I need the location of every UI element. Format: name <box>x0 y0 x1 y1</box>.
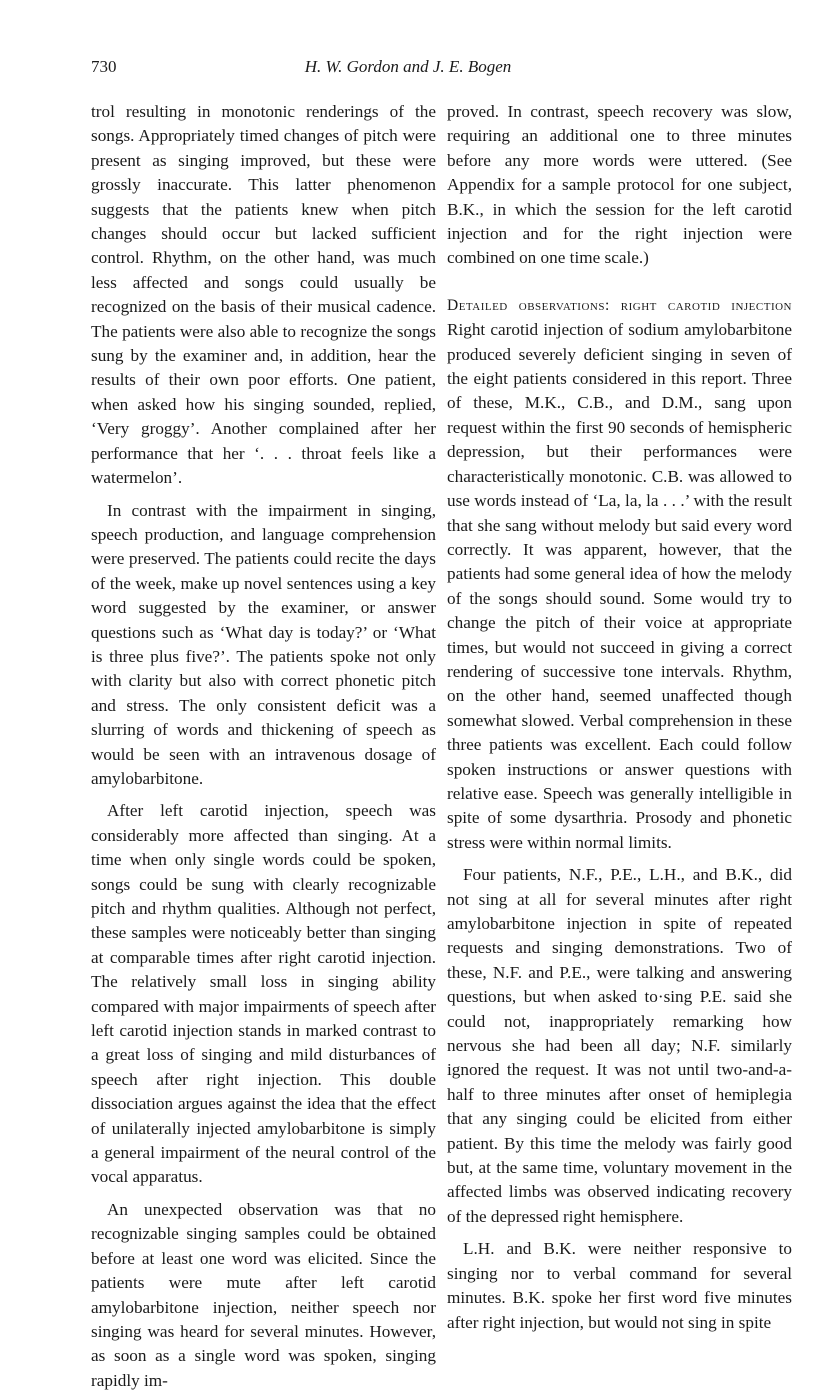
paragraph-text: Right carotid injection of sodium amylobarbitone produced severely deficient singing in seven of the eight patients considered in this report. Three of these, M.K., C.B., and D.M., sang upon request within the first 90 seconds of hemispheric depression, but their performances were characteristically monotonic. C.B. was allowed to use words instead of ‘La, la, la . . .’ with the result that she sang without melody but said every word correctly. It was apparent, however, that the patients had some general idea of how the melody of the songs should sound. Some would try to change the pitch of their voice at appropriate times, but would not succeed in giving a correct rendering of successive tone intervals. Rhythm, on the other hand, seemed unaffected though somewhat slowed. Verbal comprehension in these three patients was excellent. Each could follow spoken instructions or answer questions with relative ease. Speech was generally intelligible in spite of some dysarthria. Prosody and phonetic stress were within normal limits. <box>447 320 792 852</box>
paragraph: Four patients, N.F., P.E., L.H., and B.K., did not sing at all for several minutes after right amylobarbitone injection in spite of repeated requests and singing demonstrations. Two of these, N.F. and P.E., were talking and answering questions, but when asked to·sing P.E. said she could not, inappropriately remarking how nervous she had been all day; N.F. similarly ignored the request. It was not until two-and-a-half to three minutes after onset of hemiplegia that any singing could be elicited from either patient. By this time the melody was fairly good but, at the same time, voluntary movement in the affected limbs was observed indicating recovery of the depressed right hemisphere. <box>447 865 792 1226</box>
running-header <box>0 57 816 81</box>
paragraph: After left carotid injection, speech was considerably more affected than singing. At a time when only single words could be spoken, songs could be sung with clearly recognizable pitch and rhythm qualities. Although not perfect, these samples were noticeably better than singing at comparable times after right carotid injection. The relatively small loss in singing ability compared with major impairments of speech after left carotid injection stands in marked contrast to a great loss of singing and mild disturbances of speech after right injection. This double dissociation argues against the idea that the effect of unilaterally injected amylobarbitone is simply a general impairment of the neural control of the vocal apparatus. <box>91 801 436 1187</box>
paragraph: trol resulting in monotonic renderings of the songs. Appropriately timed changes of pitch were present as singing improved, but these were grossly inaccurate. This latter phenomenon suggests that the patients knew when pitch changes should occur but lacked sufficient control. Rhythm, on the other hand, was much less affected and songs could usually be recognized on the basis of their musical cadence. The patients were also able to recognize the songs sung by the examiner and, in addition, hear the results of their own poor efforts. One patient, when asked how his singing sounded, replied, ‘Very groggy’. Another complained after her performance that her ‘. . . throat feels like a watermelon’. <box>91 102 436 488</box>
paragraph: In contrast with the impairment in singing, speech production, and language comprehension were preserved. The patients could recite the days of the week, make up novel sentences using a key word suggested by the examiner, or answer questions such as ‘What day is today?’ or ‘What is three plus five?’. The patients spoke not only with clarity but also with correct phonetic pitch and stress. The only consistent deficit was a slurring of words and thickening of speech as would be seen with an intravenous dosage of amylobarbitone. <box>91 500 436 788</box>
left-column <box>91 100 436 1393</box>
running-head-authors: H. W. Gordon and J. E. Bogen <box>304 57 512 76</box>
section-heading: Detailed observations: right carotid injection <box>447 296 792 314</box>
right-column <box>447 100 792 1335</box>
paragraph: An unexpected observation was that no recognizable singing samples could be obtained before at least one word was elicited. Since the patients were mute after left carotid amylobarbitone injection, neither speech nor singing was heard for several minutes. However, as soon as a single word was spoken, singing rapidly im- <box>91 1199 436 1390</box>
page-number: 730 <box>91 57 117 76</box>
section-paragraph <box>447 293 792 855</box>
paragraph: L.H. and B.K. were neither responsive to singing nor to verbal command for several minutes. B.K. spoke her first word five minutes after right injection, but would not sing in spite <box>447 1239 792 1332</box>
paragraph: proved. In contrast, speech recovery was slow, requiring an additional one to three minutes before any more words were uttered. (See Appendix for a sample protocol for one subject, B.K., in which the session for the left carotid injection and for the right injection were combined on one time scale.) <box>447 102 792 268</box>
